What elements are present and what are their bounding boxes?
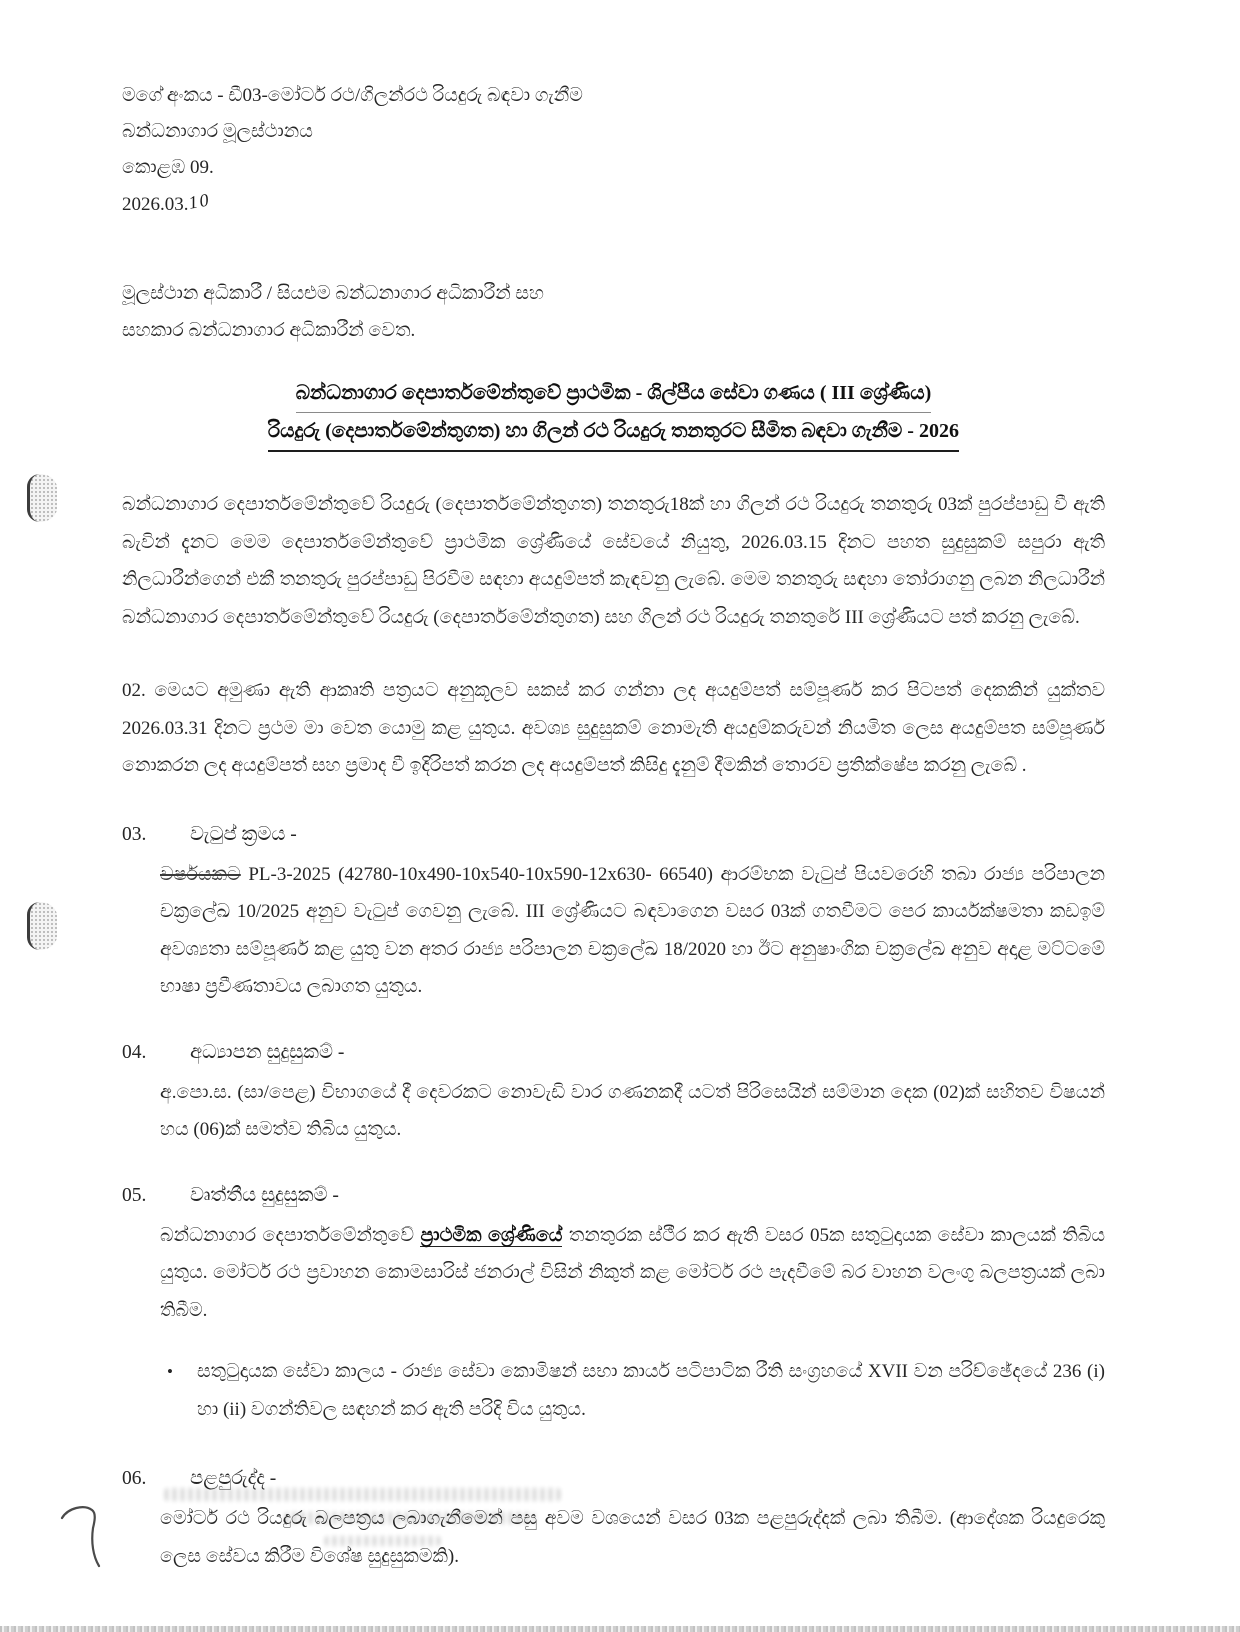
section-03-heading: වැටුප් ක්‍රමය - [190, 823, 297, 845]
addressee-line-1: මූලස්ථාන අධිකාරී / සියළුම බන්ධනාගාර අධිකාරීන් සහ [122, 283, 544, 304]
section-04-body: අ.පො.ස. (සා/පෙළ) විභාගයේ දී දෙවරකට නොවැඩි වාර ගණනකදී යටත් පිරිසෙයින් සම්මාන දෙක (02)ක් සහිතව විෂයන් හය (06)ක් සමත්ව තිබිය යුතුය. [160, 1081, 1105, 1140]
scan-edge-band [0, 1626, 1240, 1632]
ink-bleed-smudge [325, 1536, 440, 1546]
handwritten-date-day: 10 [186, 189, 212, 213]
section-05-number: 05. [122, 1184, 147, 1206]
section-04-heading: අධ්‍යාපන සුදුසුකම් - [190, 1041, 345, 1063]
section-06-heading: පළපුරුද්ද - [190, 1468, 277, 1489]
section-03-body [160, 856, 1105, 1006]
section-04-education [122, 1036, 1105, 1149]
sender-block [122, 78, 1105, 223]
ink-bleed-smudge [285, 1512, 535, 1524]
hole-punch-mark [27, 902, 57, 950]
section-05-body-after: තනතුරක ස්ථීර කර ඇති වසර 05ක සතුටුදායක සේවා කාලයක් තිබිය යුතුය. මෝටර් රථ ප්‍රවාහන කොමසාරිස් ජනරාල් විසින් නිකුත් කළ මෝටර් රථ පැදවීමේ බර වාහන වලංගු බලපත්‍රයක් ලබා තිබීම. [160, 1224, 1105, 1321]
intro-paragraph: බන්ධනාගාර දෙපාර්තමේන්තුවේ රියදුරු (දෙපාර්තමේන්තුගත) තනතුරු18ක් හා ගිලන් රථ රියදුරු තනතුරු 03ක් පුරප්පාඩු වී ඇති බැවින් දැනට මෙම දෙපාර්තමේන්තුවේ ප්‍රාථමික ශ්‍රේණියේ සේවයේ නියුතු, 2026.03.15 දිනට පහත සුදුසුකම් සපුරා ඇති නිලධාරීන්ගෙන් එකී තනතුරු පුරප්පාඩු පිරවීම සඳහා අයදුම්පත් කැඳවනු ලැබේ. මෙම තනතුරු සඳහා තෝරාගනු ලබන නිලධාරීන් බන්ධනාගාර දෙපාර්තමේන්තුවේ රියදුරු (දෙපාර්තමේන්තුගත) සහ ගිලන් රථ රියදුරු තනතුරේ III ශ්‍රේණියට පත් කරනු ලැබේ. [122, 494, 1105, 628]
title-line-1: බන්ධනාගාර දෙපාර්තමේන්තුවේ ප්‍රාථමික - ශිල්පීය සේවා ගණය ( III ශ්‍රේණිය) [296, 375, 932, 413]
bullet-text: සතුටුදායක සේවා කාලය - රාජ්‍ය සේවා කොමිෂන් සභා කාර්ය පටිපාටික රීති සංග්‍රහයේ XVII වන පරිච්ඡේදයේ 236 (i) හා (ii) වගන්තිවල සඳහන් කර ඇති පරිදි විය යුතුය. [197, 1361, 1105, 1420]
date-line [122, 186, 1105, 223]
section-05-heading: වෘත්තීය සුදුසුකම් - [190, 1184, 339, 1206]
section-03-number: 03. [122, 823, 147, 845]
date-printed: 2026.03. [122, 194, 189, 215]
section-05-professional [122, 1179, 1105, 1429]
section-03-heading-row [122, 818, 1105, 852]
my-number-line: මගේ අංකය - ඩී03-මෝටර් රථ/ගිලන්රථ රියදුරු බඳවා ගැනීම [122, 85, 583, 106]
hole-punch-mark [27, 474, 57, 522]
section-03-body-text: PL-3-2025 (42780-10x490-10x540-10x590-12x630- 66540) ආරම්භක වැටුප් පියවරෙහි තබා රාජ්‍ය පරිපාලන චක්‍රලේඛ 10/2025 අනුව වැටුප් ගෙවනු ලැබේ. III ශ්‍රේණියට බඳවාගෙන වසර 03ක් ගතවීමට පෙර කාර්යක්ෂමතා කඩඉම් අවශ්‍යතා සම්පූර්ණ කළ යුතු වන අතර රාජ්‍ය පරිපාලන චක්‍රලේඛ 18/2020 හා ඊට අනුෂාංගික චක්‍රලේඛ අනුව අදාළ මට්ටමේ භාෂා ප්‍රවීණතාවය ලබාගත යුතුය. [160, 863, 1106, 997]
addressee-block [122, 275, 1105, 349]
struck-out-word: වර්ෂයකට [160, 863, 241, 885]
addressee-line-2: සහකාර බන්ධනාගාර අධිකාරීන් වෙත. [122, 320, 416, 341]
section-04-number: 04. [122, 1041, 147, 1063]
ink-bleed-smudge [165, 1488, 560, 1501]
department-line: බන්ධනාගාර මූලස්ථානය [122, 121, 313, 142]
section-06-experience [122, 1462, 1105, 1575]
satisfactory-service-bullet [167, 1353, 1105, 1428]
bullet-icon: • [167, 1362, 173, 1381]
section-05-heading-row [122, 1179, 1105, 1213]
section-05-body-before: බන්ධනාගාර දෙපාර්තමේන්තුවේ [160, 1224, 421, 1246]
paragraph-02: 02. මෙයට අමුණා ඇති ආකෘති පත්‍රයට අනුකූලව සකස් කර ගන්නා ලද අයදුම්පත් සම්පූර්ණ කර පිටපත් දෙකකින් යුක්තව 2026.03.31 දිනට ප්‍රථම මා වෙත යොමු කළ යුතුය. අවශ්‍ය සුදුසුකම් නොමැති අයදුම්කරුවන් නියමිත ලෙස අයදුම්පත සම්පූර්ණ නොකරන ලද අයදුම්පත් සහ ප්‍රමාද වී ඉදිරිපත් කරන ලද අයදුම්පත් කිසිදු දැනුම් දීමකින් තොරව ප්‍රතික්ෂේප කරනු ලැබේ . [122, 680, 1105, 776]
document-title [122, 375, 1105, 452]
title-line-2: රියදුරු (දෙපාර්තමේන්තුගත) හා ගිලන් රථ රියදුරු තනතුරට සීමිත බඳවා ගැනීම - 2026 [268, 413, 959, 452]
section-03-salary [122, 818, 1105, 1006]
section-06-number: 06. [122, 1468, 147, 1489]
section-06-body: මෝටර් රථ රියදුරු බලපත්‍රය ලබාගැනීමෙන් පසු අවම වශයෙන් වසර 03ක පළපුරුද්දක් ලබා තිබීම. (ආදේශක රියදුරෙකු ලෙස සේවය කිරීම විශේෂ සුදුසුකමකි). [160, 1508, 1105, 1567]
city-line: කොළඹ 09. [122, 157, 214, 178]
section-05-body [160, 1217, 1105, 1330]
section-04-heading-row [122, 1036, 1105, 1070]
handwritten-pen-mark [52, 1496, 122, 1586]
section-05-emphasized-phrase: ප්‍රාථමික ශ්‍රේණියේ [420, 1224, 563, 1246]
